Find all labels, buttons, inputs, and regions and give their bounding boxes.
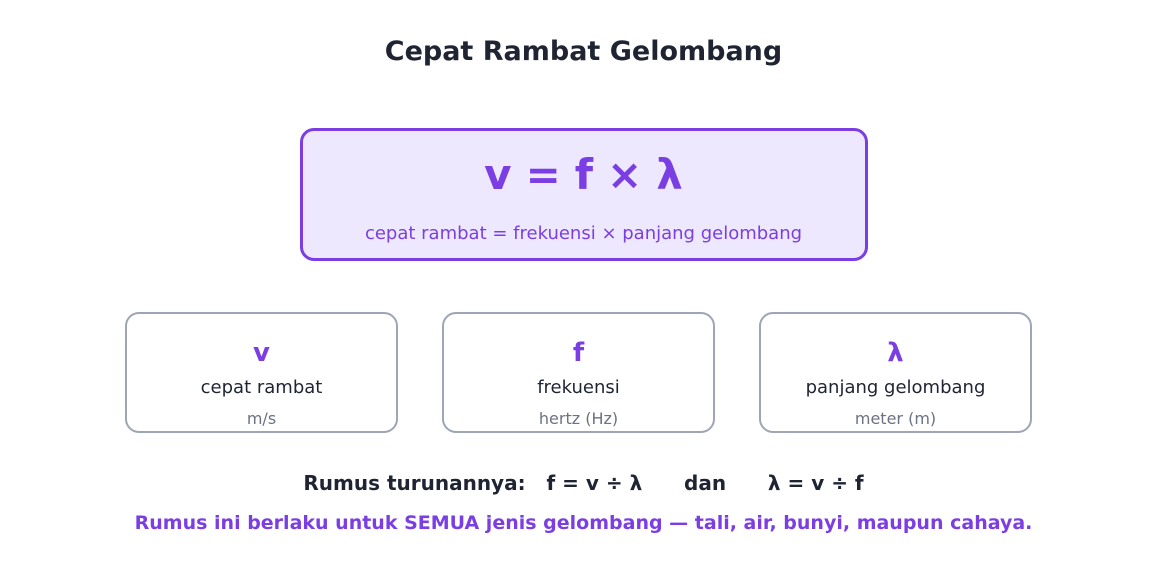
derived-formulas — [0, 471, 1167, 495]
card-name: frekuensi — [537, 377, 620, 398]
diagram-title: Cepat Rambat Gelombang — [384, 36, 783, 67]
card-symbol: λ — [887, 338, 904, 368]
card-frequency — [442, 312, 715, 433]
formula-equals: = — [525, 150, 561, 199]
card-unit: meter (m) — [854, 409, 937, 428]
card-velocity — [125, 312, 398, 433]
card-wavelength — [759, 312, 1032, 433]
card-unit: m/s — [246, 409, 277, 428]
formula-description: cepat rambat = frekuensi × panjang gelombang — [364, 223, 803, 244]
formula-times: × — [607, 150, 643, 199]
main-formula — [0, 150, 1167, 199]
footer-note: Rumus ini berlaku untuk SEMUA jenis gelombang — tali, air, bunyi, maupun cahaya. — [134, 512, 1033, 534]
card-name: panjang gelombang — [805, 377, 986, 398]
derived-connector: dan — [684, 471, 727, 495]
card-symbol: f — [572, 338, 585, 368]
formula-symbol-lambda: λ — [656, 150, 683, 199]
card-symbol: v — [253, 338, 270, 368]
derived-formula-lambda: λ = v ÷ f — [767, 471, 864, 495]
card-name: cepat rambat — [200, 377, 323, 398]
card-unit: hertz (Hz) — [538, 409, 619, 428]
formula-symbol-f: f — [574, 150, 594, 199]
derived-label: Rumus turunannya: — [303, 471, 526, 495]
formula-symbol-v: v — [484, 150, 512, 199]
derived-formula-f: f = v ÷ λ — [546, 471, 643, 495]
